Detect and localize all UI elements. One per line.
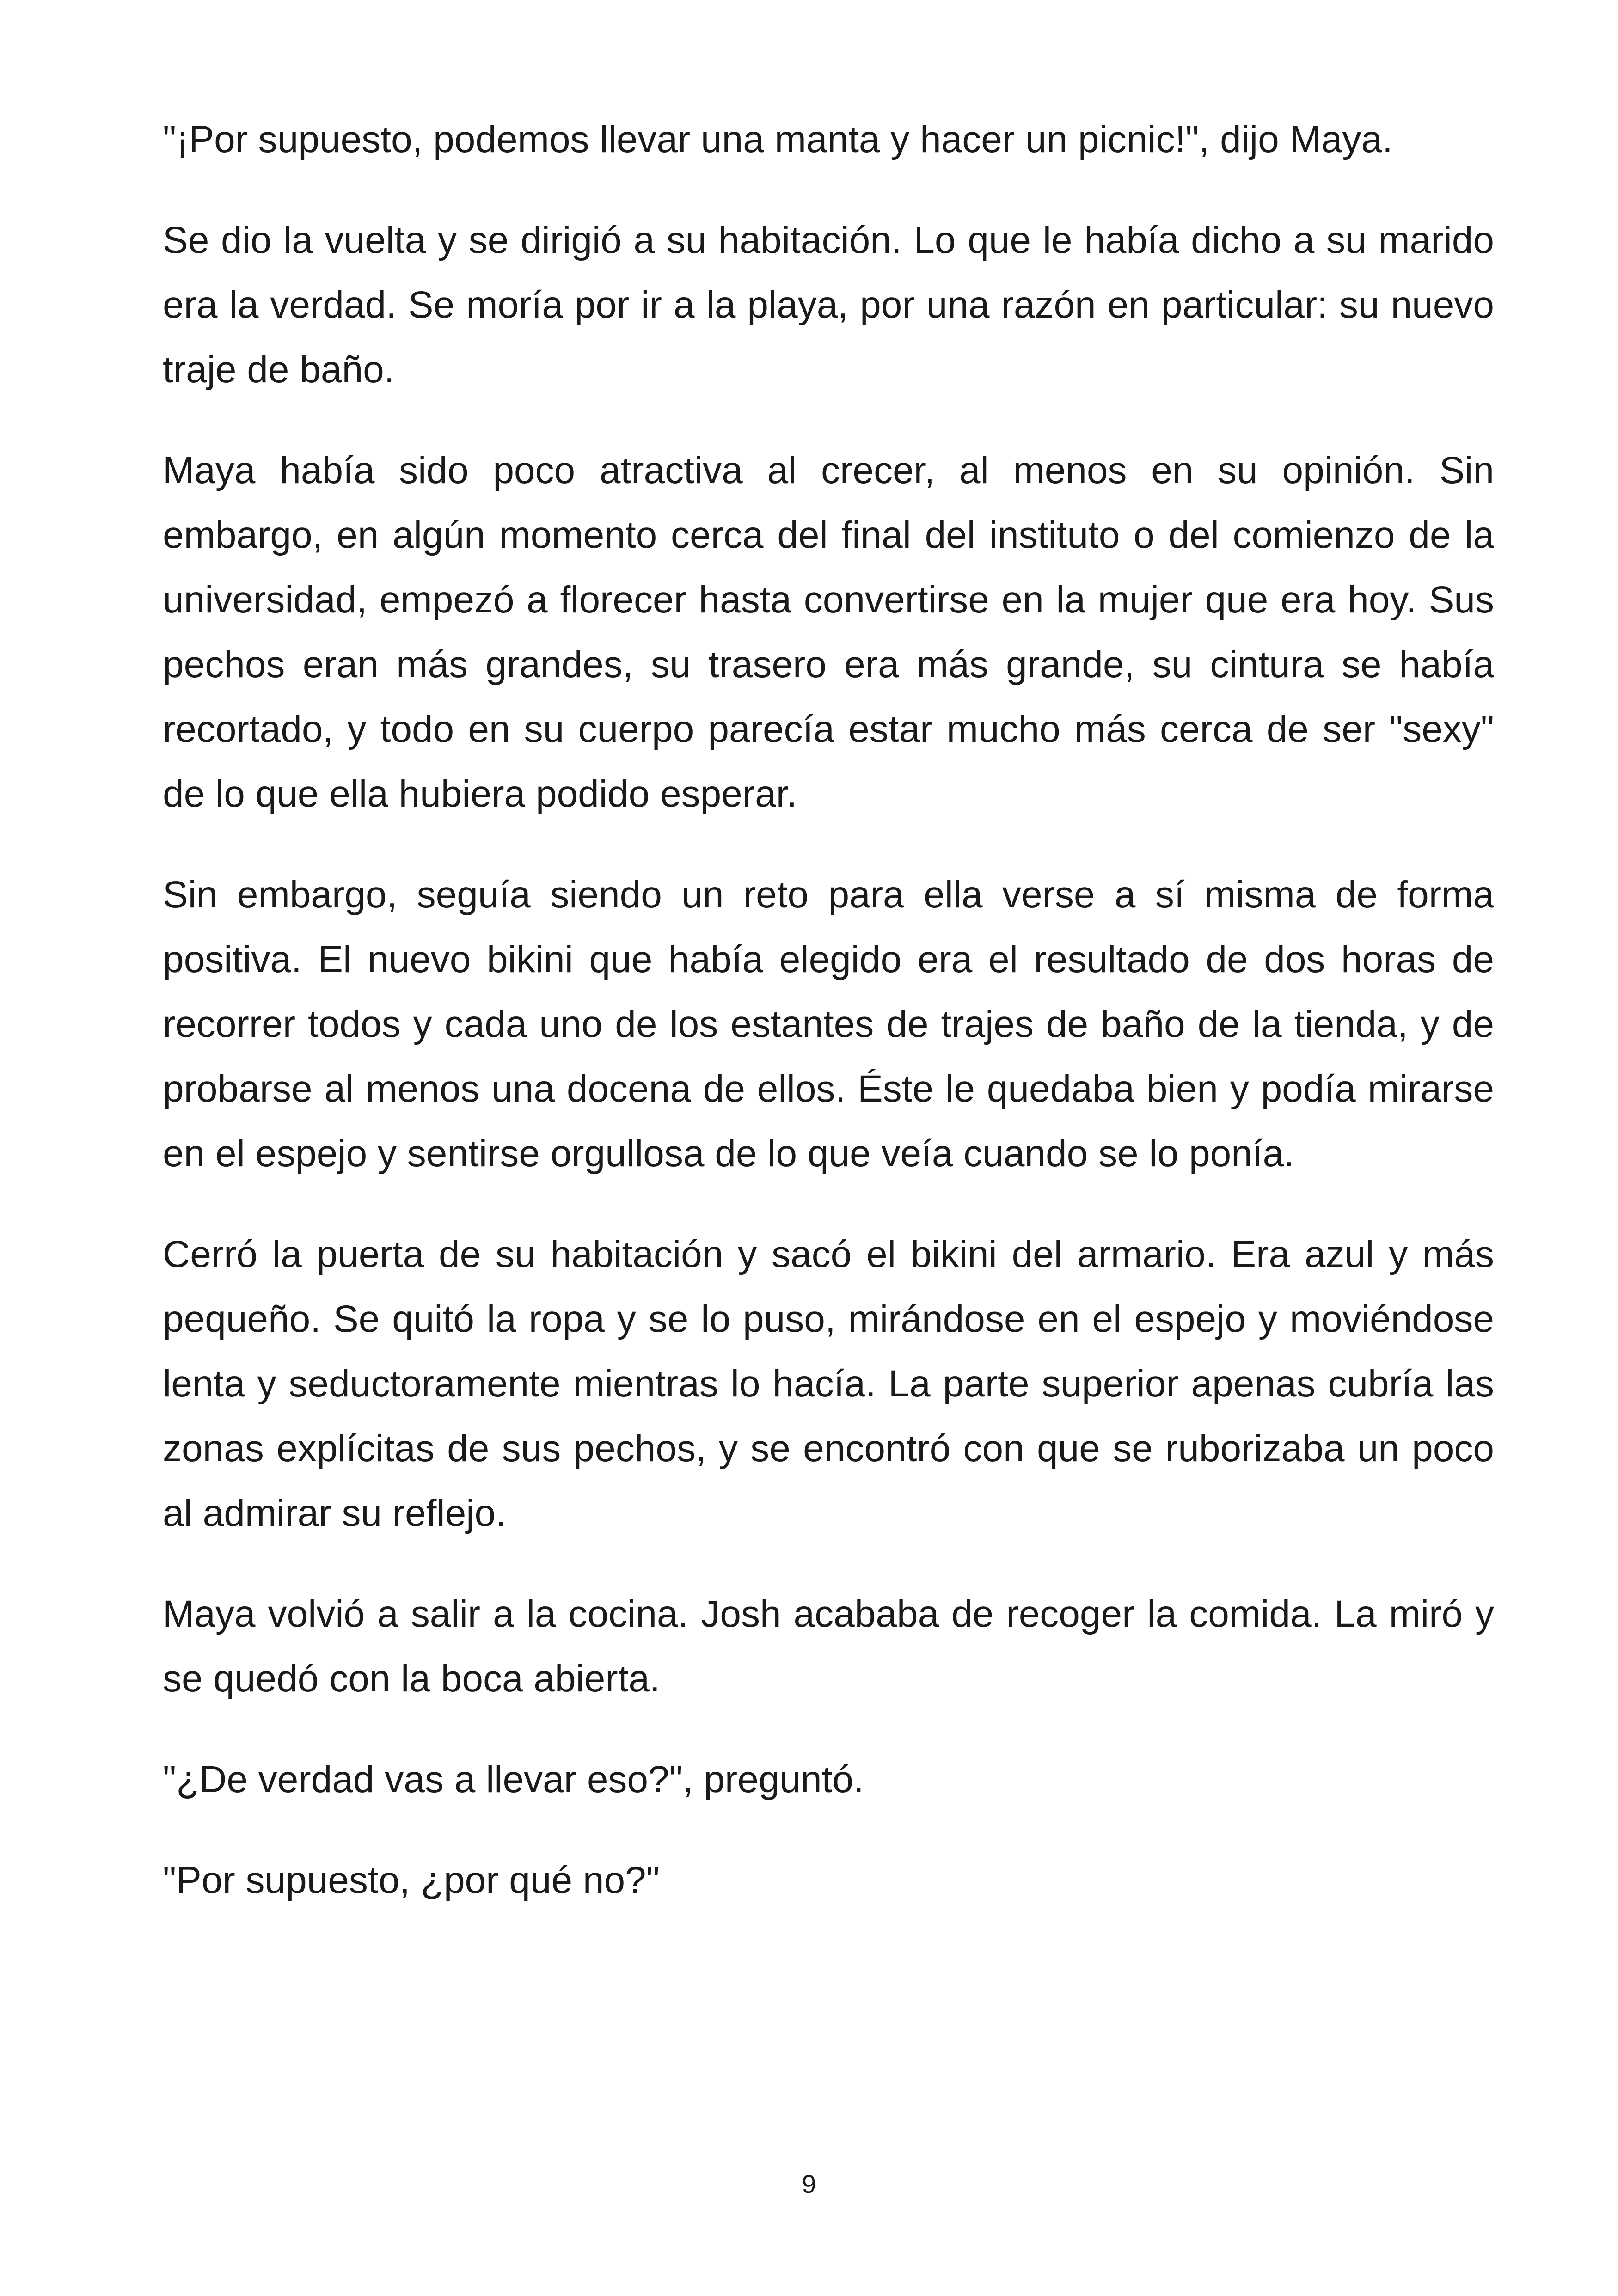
paragraph-5: Cerró la puerta de su habitación y sacó el bikini del armario. Era azul y más pequeño. Se quitó la ropa y se lo puso, mirándose en el espejo y moviéndose lenta y seductoramente mientras lo hacía. La parte superior apenas cubría las zonas explícitas de sus pechos, y se encontró con que se ruborizaba un poco al admirar su reflejo. <box>163 1233 1494 1534</box>
paragraph-6: Maya volvió a salir a la cocina. Josh acababa de recoger la comida. La miró y se quedó con la boca abierta. <box>163 1593 1494 1700</box>
text-body <box>163 107 1494 1949</box>
paragraph-7: "¿De verdad vas a llevar eso?", preguntó. <box>163 1758 864 1800</box>
paragraph-4: Sin embargo, seguía siendo un reto para ella verse a sí misma de forma positiva. El nuevo bikini que había elegido era el resultado de dos horas de recorrer todos y cada uno de los estantes de trajes de baño de la tienda, y de probarse al menos una docena de ellos. Éste le quedaba bien y podía mirarse en el espejo y sentirse orgullosa de lo que veía cuando se lo ponía. <box>163 874 1494 1175</box>
paragraph-8: "Por supuesto, ¿por qué no?" <box>163 1859 660 1901</box>
paragraph-3: Maya había sido poco atractiva al crecer, al menos en su opinión. Sin embargo, en algún momento cerca del final del instituto o del comienzo de la universidad, empezó a florecer hasta convertirse en la mujer que era hoy. Sus pechos eran más grandes, su trasero era más grande, su cintura se había recortado, y todo en su cuerpo parecía estar mucho más cerca de ser "sexy" de lo que ella hubiera podido esperar. <box>163 449 1494 815</box>
paragraph-2: Se dio la vuelta y se dirigió a su habitación. Lo que le había dicho a su marido era la verdad. Se moría por ir a la playa, por una razón en particular: su nuevo traje de baño. <box>163 219 1494 391</box>
paragraph-1: "¡Por supuesto, podemos llevar una manta y hacer un picnic!", dijo Maya. <box>163 118 1393 160</box>
page-number: 9 <box>802 2169 816 2198</box>
